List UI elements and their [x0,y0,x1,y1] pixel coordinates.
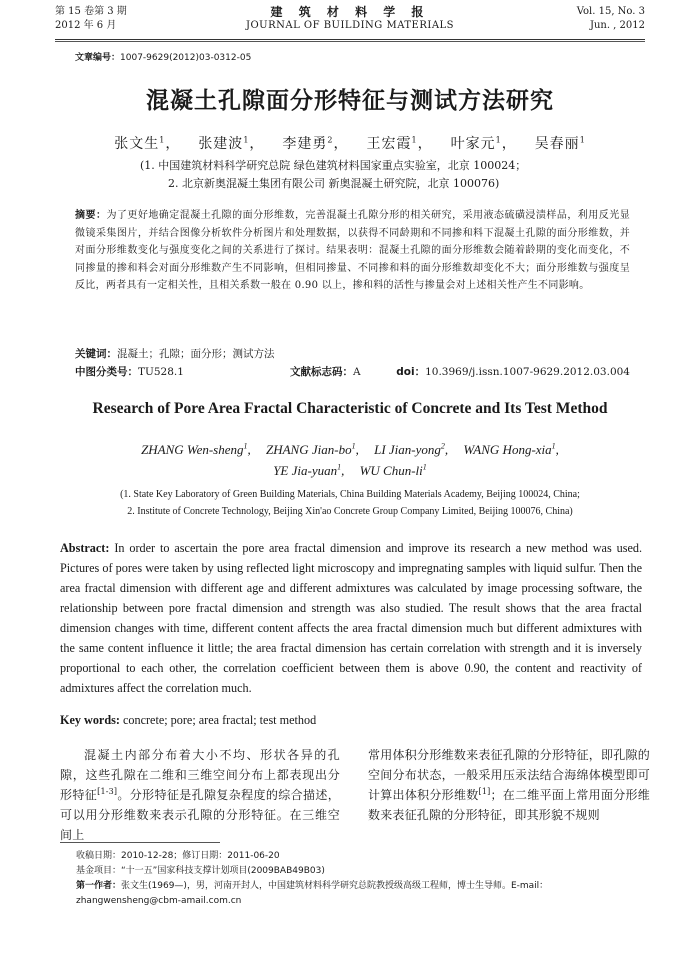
author-sup: 1 [351,441,356,451]
affiliation-en-1: (1. State Key Laboratory of Green Building Materials, China Building Materials Academy, Beijing 100024, China; [120,489,580,500]
body-text: ；在二维平面上常用面分形维数来表征孔隙的分形特征，即其形貌不规则 [368,788,650,822]
author-name: YE Jia-yuan [273,463,338,478]
author-cn-2: 张建波$^1$， [198,135,265,152]
keywords-en-label: Key words: [60,713,120,727]
authors-cn [55,133,645,153]
keywords-cn-text: 混凝土；孔隙；面分形；测试方法 [117,348,275,360]
issue-date: 2012 年 6 月 [55,20,117,31]
doi [396,364,630,379]
citation: [1-3] [97,787,118,796]
author-cn-6 [535,136,586,152]
author-sup: 1 [337,462,342,472]
affiliation-en-2: 2. Institute of Concrete Technology, Beijing Xin'ao Concrete Group Company Limited, Beijing 100076, China) [127,506,573,517]
footnote-rule [60,842,220,843]
author-name: 王宏霞 [366,136,412,152]
abstract-en [60,538,642,698]
journal-name-cn: 建 筑 材 料 学 报 [270,5,430,19]
footnotes [60,849,642,909]
keywords-cn-label: 关键词： [75,348,117,360]
title-en: Research of Pore Area Fractal Characteristic of Concrete and Its Test Method [92,400,608,417]
author-name: LI Jian-yong [374,442,441,457]
title-cn: 混凝土孔隙面分形特征与测试方法研究 [146,88,554,114]
body-text: 混凝土内部分布着大小不均、形状各异的孔隙，这些孔隙在二维和三维空间分布上都表现出分形特征 [60,748,340,802]
footnote-dates: 收稿日期：2010-12-28；修订日期：2011-06-20 [76,851,280,861]
footnote-author-label: 第一作者： [76,881,122,891]
abstract-cn [75,207,630,295]
author-en-6 [360,463,427,478]
footnote-author-text: 张文生(1969—)，男，河南开封人，中国建筑材料科学研究总院教授级高级工程师，博士生导师。E-mail：zhangwensheng@cbm-amail.com.cn [76,881,549,906]
author-name: 李建勇 [282,136,328,152]
keywords-cn [75,346,275,361]
authors-en-line-1 [55,442,645,458]
doi-label: doi： [396,366,426,378]
article-number-label: 文章编号： [75,53,121,63]
body-column-left [60,745,340,845]
clc-number [75,364,184,379]
footnote-fund: 基金项目：“十一五”国家科技支撑计划项目(2009BAB49B03) [76,866,325,876]
author-en-5: YE Jia-yuan$^1$, [273,462,345,478]
author-name: WU Chun-li [359,463,423,478]
author-sup: 2 [440,441,445,451]
author-sup: 1 [495,135,502,145]
author-sup: 1 [243,135,250,145]
author-sup: 1 [551,441,556,451]
abstract-cn-label: 摘要： [75,210,107,221]
body-column-right [368,745,650,825]
doc-value: A [353,366,361,378]
author-cn-1: 张文生$^1$， [114,135,181,152]
header-rule [55,39,645,40]
abstract-en-label: Abstract: [60,541,110,555]
author-cn-3: 李建勇$^2$， [282,135,349,152]
author-name: WANG Hong-xia [463,442,552,457]
journal-name [55,5,645,33]
clc-value: TU528.1 [138,366,184,378]
article-number-value: 1007-9629(2012)03-0312-05 [120,53,252,63]
author-name: 吴春丽 [534,136,580,152]
author-sup: 2 [327,135,334,145]
issue-date-en: Jun. , 2012 [589,20,645,31]
author-cn-4: 王宏霞$^1$， [366,135,433,152]
author-sup: 1 [411,135,418,145]
author-name: ZHANG Jian-bo [266,442,352,457]
doc-label: 文献标志码： [290,366,353,378]
author-name: 张文生 [114,136,160,152]
author-name: 叶家元 [450,136,496,152]
abstract-en-text: In order to ascertain the pore area fractal dimension and improve its research a new method was used. Pictures of pores were taken by using reflected light microscopy and impregnating samples with liquid sulfur. Then the area fractal dimension with different age and different admixtures was calculated by image processing software, the relationship between pore fractal dimension and strength was also studied. The result shows that the area fractal dimension changes with time, different content affects the area fractal dimension much but different admixtures with the same content influence it little; the area fractal dimension has certain correlation with strength and it is inversely proportional to each other, the correlation coefficient between them is above 0.90, the content and reactivity of admixtures affect the correlation much. [60,541,642,695]
header-rule-thin [55,41,645,42]
author-name: 张建波 [198,136,244,152]
volume-issue: 第 15 卷第 3 期 [55,6,127,17]
author-sup: 1 [579,135,586,145]
author-name: ZHANG Wen-sheng [141,442,244,457]
abstract-cn-text: 为了更好地确定混凝土孔隙的面分形维数，完善混凝土孔隙分形的相关研究，采用液态硫磺浸渍样品，利用反光显微镜采集图片，并结合图像分析软件分析图片和处理数据，以获得不同龄期和不同掺和料下混凝土孔隙的面分形维数，并对面分形维数变化与强度变化之间的关系进行了探讨。结果表明：混凝土孔隙的面分形维数会随着龄期的变化而变化，不同掺量的掺和料会对面分形维数产生不同影响，但相同掺量、不同掺和料的面分形维数却变化不大；面分形维数与强度呈反比，两者具有一定相关性，且相关系数一般在 0.90 以上，掺和料的活性与掺量会对上述相关性产生不同影响。 [75,210,631,292]
author-en-3: LI Jian-yong$^2$, [374,441,449,457]
footnote-author [60,879,642,909]
affiliation-cn-2: 2. 北京新奥混凝土集团有限公司 新奥混凝土研究院，北京 100076) [168,177,500,190]
keywords-en [60,713,316,728]
article-number [75,50,251,63]
affiliation-cn-1: (1. 中国建筑材料科学研究总院 绿色建筑材料国家重点实验室，北京 100024； [140,159,527,172]
author-sup: 1 [243,441,248,451]
citation: [1] [478,787,491,796]
clc-label: 中图分类号： [75,366,138,378]
keywords-en-text: concrete; pore; area fractal; test method [122,713,317,727]
running-header [55,5,645,39]
body-text: 。分形特征是孔隙复杂程度的综合描述，可以用分形维数来表示孔隙的分形特征。在三维空间上 [60,788,340,842]
author-en-4: WANG Hong-xia$^1$, [463,441,559,457]
volume-info-en [577,5,645,33]
classification-line [75,364,630,380]
author-sup: 1 [422,462,427,472]
author-cn-5: 叶家元$^1$， [450,135,517,152]
author-en-1: ZHANG Wen-sheng$^1$, [141,441,251,457]
document-code [290,364,361,379]
journal-name-en: JOURNAL OF BUILDING MATERIALS [245,20,455,31]
author-sup: 1 [159,135,166,145]
doi-value: 10.3969/j.issn.1007-9629.2012.03.004 [425,366,630,378]
volume-issue-en: Vol. 15, No. 3 [576,6,645,17]
body-text: 常用体积分形维数来表征孔隙的分形特征，即孔隙的空间分布状态，一般采用压汞法结合海绵体模型即可计算出体积分形维数 [368,748,650,802]
authors-en-line-2 [55,463,645,479]
author-en-2: ZHANG Jian-$bo^1$, [266,441,359,457]
